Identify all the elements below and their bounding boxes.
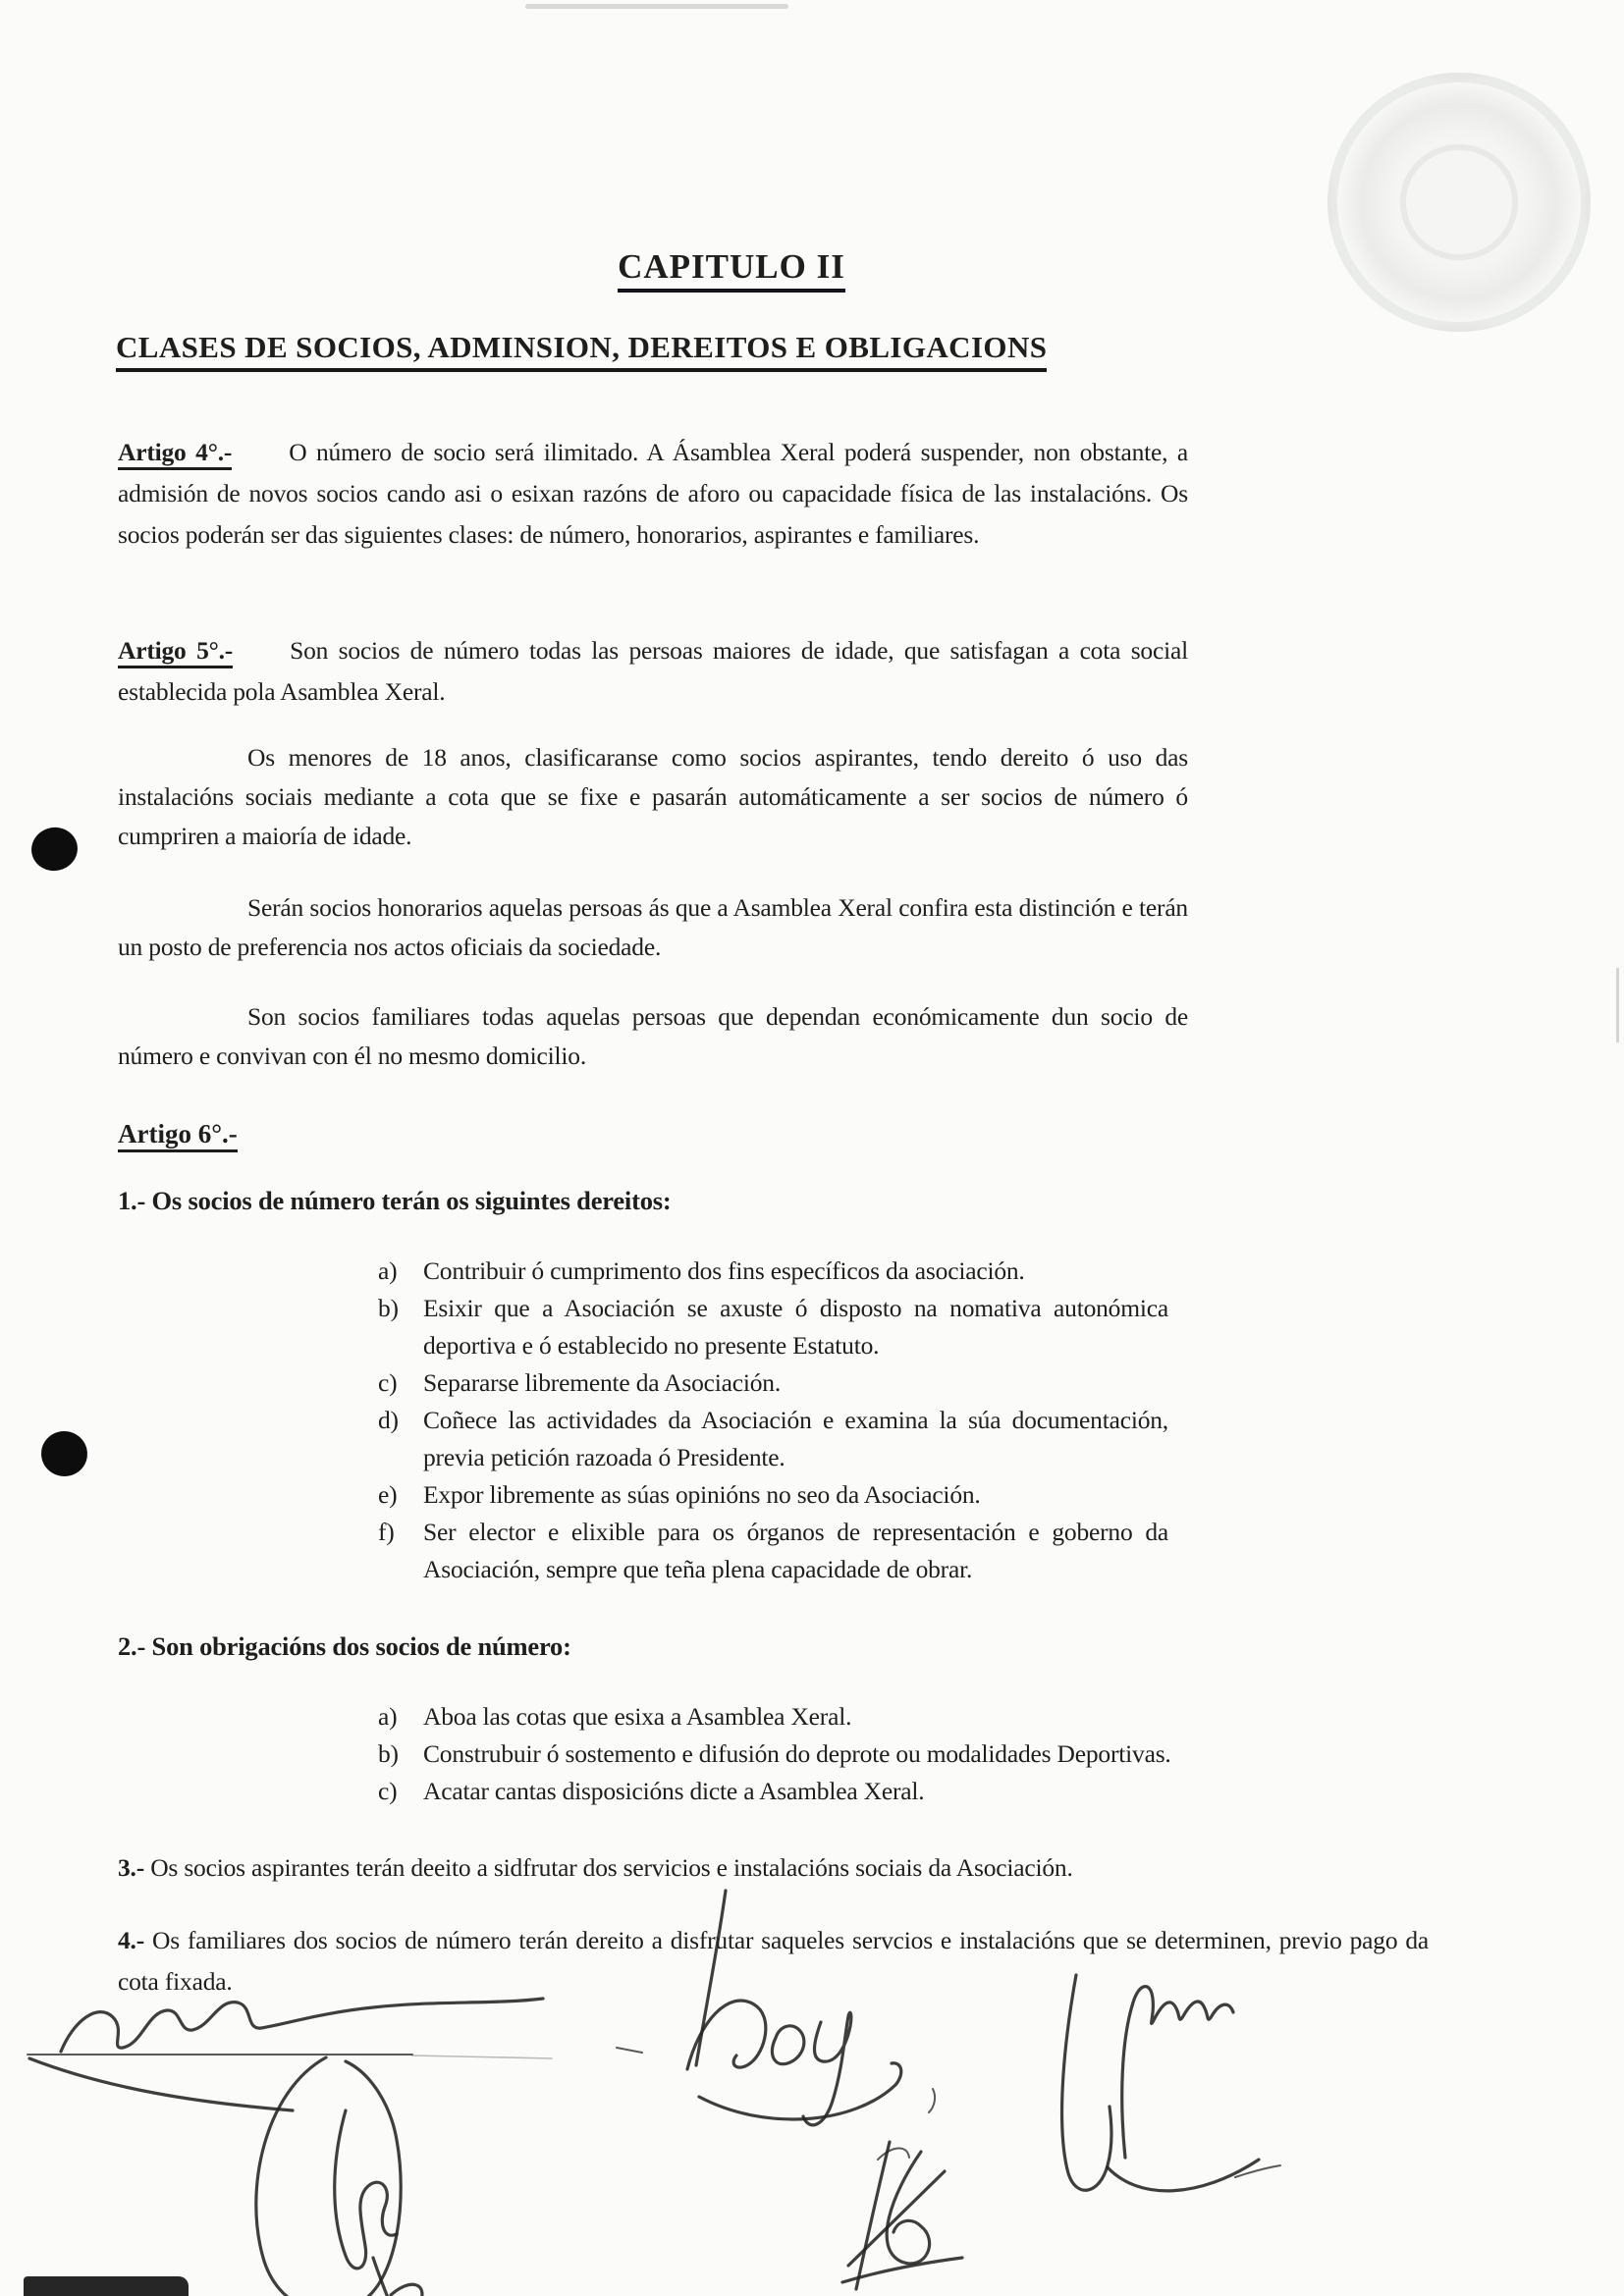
scan-artifact-top-streak (525, 4, 788, 9)
article-6-label: Artigo 6°.- (118, 1119, 238, 1152)
item-text: Coñece las actividades da Asociación e examina la súa documentación, previa petición razoada ó Presidente. (423, 1406, 1168, 1471)
section-heading (116, 330, 1047, 365)
article-5-paragraph (118, 630, 1188, 713)
rights-list (118, 1253, 1168, 1588)
item-letter: e) (378, 1480, 398, 1509)
list-item (118, 1290, 1168, 1364)
ink-dot (38, 1428, 90, 1479)
item-text: Ser elector e elixible para os órganos de representación e goberno da Asociación, sempre que teña plena capacidade de obrar. (423, 1518, 1168, 1583)
clause-3-text: Os socios aspirantes terán deeito a sidfrutar dos servicios e instalacións sociais da Asociación. (150, 1853, 1073, 1882)
list-item (118, 1698, 1419, 1735)
list-item (118, 1773, 1419, 1810)
obligations-list-heading: 2.- Son obrigacións dos socios de número: (118, 1631, 571, 1661)
item-letter: b) (378, 1739, 399, 1768)
item-text: Separarse libremente da Asociación. (423, 1368, 782, 1397)
clause-4-text: Os familiares dos socios de número terán dereito a disfrutar saqueles servcios e instalacións que se determinen, previo pago da cota fixada. (118, 1926, 1429, 1996)
signature-left (27, 1999, 642, 2296)
signature-right (1062, 1975, 1280, 2191)
clause-3-number: 3.- (118, 1853, 145, 1882)
item-letter: c) (378, 1368, 398, 1397)
clause-3 (118, 1847, 1429, 1889)
section-heading-text: CLASES DE SOCIOS, ADMINSION, DEREITOS E OBLIGACIONS (116, 330, 1047, 372)
ink-dot (27, 824, 81, 876)
article-5-text: Son socios de número todas las persoas maiores de idade, que satisfagan a cota social establecida pola Asamblea Xeral. (118, 636, 1188, 706)
item-text: Esixir que a Asociación se axuste ó disposto na nomativa autonómica deportiva e ó establecido no presente Estatuto. (423, 1294, 1168, 1360)
item-text: Contribuir ó cumprimento dos fins específicos da asociación. (423, 1256, 1025, 1285)
article-4-text: O número de socio será ilimitado. A Ásamblea Xeral poderá suspender, non obstante, a admisión de novos socios cando asi o esixan razóns de aforo ou capacidade física de las instalacións. Os socios poderán ser das siguientes clases: de número, honorarios, aspirantes e familiares. (118, 438, 1188, 549)
paragraph-aspirantes: Os menores de 18 anos, clasificaranse como socios aspirantes, tendo dereito ó uso das instalacións sociais mediante a cota que se fixe e pasarán automáticamente a ser socios de número ó cumpriren a maioría de idade. (118, 743, 1188, 850)
chapter-title (118, 247, 1345, 287)
scan-artifact-corner (24, 2276, 189, 2296)
rights-list-heading: 1.- Os socios de número terán os siguintes dereitos: (118, 1186, 672, 1215)
list-item (118, 1735, 1419, 1773)
item-text: Aboa las cotas que esixa a Asamblea Xeral. (423, 1702, 852, 1731)
list-item (118, 1476, 1168, 1514)
obligations-list (118, 1698, 1419, 1810)
list-item (118, 1253, 1168, 1290)
article-5-label: Artigo 5°.- (118, 636, 233, 668)
scan-artifact-edge (1616, 968, 1619, 1042)
chapter-title-text: CAPITULO II (618, 247, 845, 293)
clause-4-number: 4.- (118, 1926, 145, 1954)
item-letter: a) (378, 1702, 398, 1731)
item-letter: d) (378, 1406, 399, 1434)
article-4-label: Artigo 4°.- (118, 438, 232, 470)
article-6-heading (118, 1119, 238, 1149)
paragraph-familiares: Son socios familiares todas aquelas persoas que dependan económicamente dun socio de número e convivan con él no mesmo domicilio. (118, 1002, 1188, 1070)
item-text: Construbuir ó sostemento e difusión do deprote ou modalidades Deportivas. (423, 1739, 1171, 1768)
clause-4 (118, 1920, 1429, 2002)
article-4-paragraph (118, 432, 1188, 556)
item-letter: a) (378, 1256, 398, 1285)
item-letter: c) (378, 1777, 398, 1805)
item-letter: b) (378, 1294, 399, 1322)
item-text: Acatar cantas disposicións dicte a Asamblea Xeral. (423, 1777, 925, 1805)
item-text: Expor libremente as súas opinións no seo da Asociación. (423, 1480, 981, 1509)
paragraph-honorarios: Serán socios honorarios aquelas persoas ás que a Asamblea Xeral confira esta distinción e terán un posto de preferencia nos actos oficiais da sociedade. (118, 893, 1188, 961)
list-item (118, 1514, 1168, 1588)
list-item (118, 1402, 1168, 1476)
list-item (118, 1364, 1168, 1402)
faint-round-stamp (1327, 73, 1591, 332)
item-letter: f) (378, 1518, 395, 1546)
